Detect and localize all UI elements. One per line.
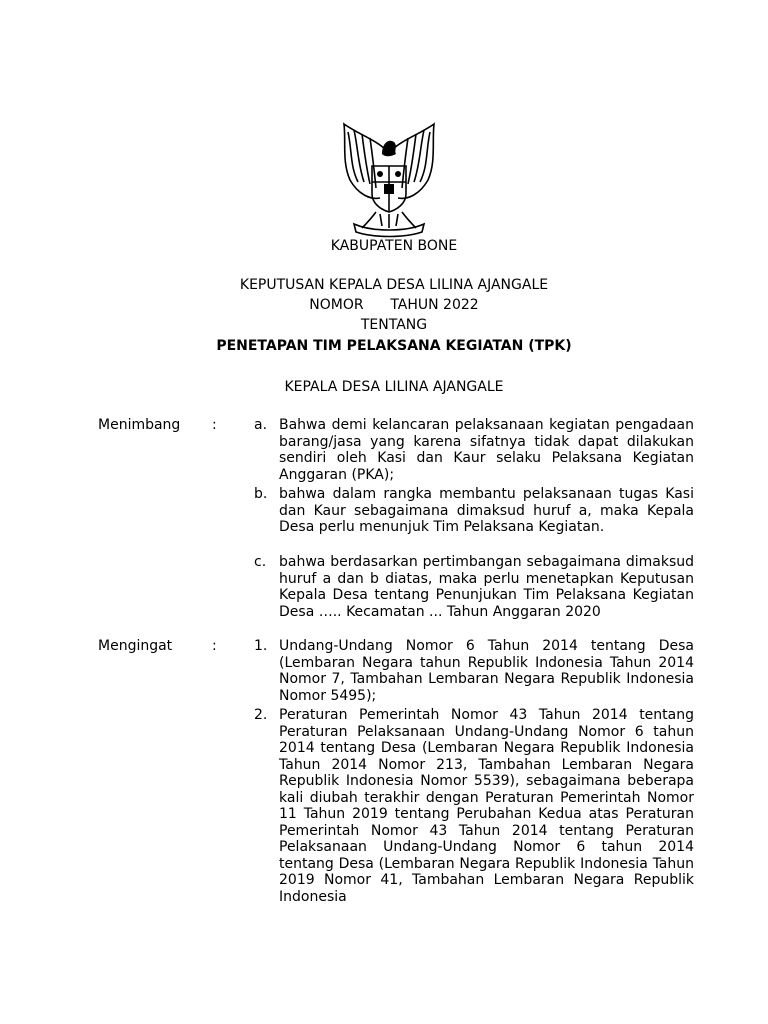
menimbang-label: Menimbang	[98, 417, 181, 433]
menimbang-item-text: Bahwa demi kelancaran pelaksanaan kegiatan pengadaan barang/jasa yang karena sifatnya tidak dapat dilakukan sendiri oleh Kasi dan Kaur selaku Pelaksana Kegiatan Anggaran (PKA);	[279, 417, 694, 483]
mengingat-item-marker: 2.	[254, 707, 268, 723]
mengingat-colon: :	[212, 638, 217, 654]
mengingat-item-text: Undang-Undang Nomor 6 Tahun 2014 tentang Desa (Lembaran Negara tahun Republik Indonesia Tahun 2014 Nomor 7, Tambahan Lembaran Negara Republik Indonesia Nomor 5495);	[279, 638, 694, 704]
garuda-emblem-icon	[336, 120, 442, 238]
decree-title: KEPUTUSAN KEPALA DESA LILINA AJANGALE	[239, 277, 549, 293]
regency-name: KABUPATEN BONE	[330, 238, 458, 254]
issuer-title: KEPALA DESA LILINA AJANGALE	[284, 379, 504, 395]
decree-subject: PENETAPAN TIM PELAKSANA KEGIATAN (TPK)	[216, 338, 572, 354]
decree-number: NOMOR TAHUN 2022	[309, 297, 479, 313]
mengingat-item-text: Peraturan Pemerintah Nomor 43 Tahun 2014 tentang Peraturan Pelaksanaan Undang-Undang Nomor 6 tahun 2014 tentang Desa (Lembaran Negara Republik Indonesia Tahun 2014 Nomor 213, Tambahan Lembaran Negara Republik Indonesia Nomor 5539), sebagaimana beberapa kali diubah terakhir dengan Peraturan Pemerintah Nomor 11 Tahun 2019 tentang Perubahan Kedua atas Peraturan Pemerintah Nomor 43 Tahun 2014 tentang Peraturan Pelaksanaan Undang-Undang Nomor 6 tahun 2014 tentang Desa (Lembaran Negara Republik Indonesia Tahun 2019 Nomor 41, Tambahan Lembaran Negara Republik Indonesia	[279, 707, 694, 905]
menimbang-item-marker: a.	[254, 417, 268, 433]
menimbang-item-marker: b.	[254, 486, 268, 502]
menimbang-colon: :	[212, 417, 217, 433]
mengingat-label: Mengingat	[98, 638, 173, 654]
menimbang-item-text: bahwa dalam rangka membantu pelaksanaan tugas Kasi dan Kaur sebagaimana dimaksud huruf a, maka Kepala Desa perlu menunjuk Tim Pelaksana Kegiatan.	[279, 486, 694, 535]
menimbang-item-marker: c.	[254, 554, 267, 570]
mengingat-item-marker: 1.	[254, 638, 268, 654]
menimbang-item-text: bahwa berdasarkan pertimbangan sebagaimana dimaksud huruf a dan b diatas, maka perlu menetapkan Keputusan Kepala Desa tentang Penunjukan Tim Pelaksana Kegiatan Desa ….. Kecamatan ... Tahun Anggaran 2020	[279, 554, 694, 620]
about-heading: TENTANG	[360, 317, 428, 333]
